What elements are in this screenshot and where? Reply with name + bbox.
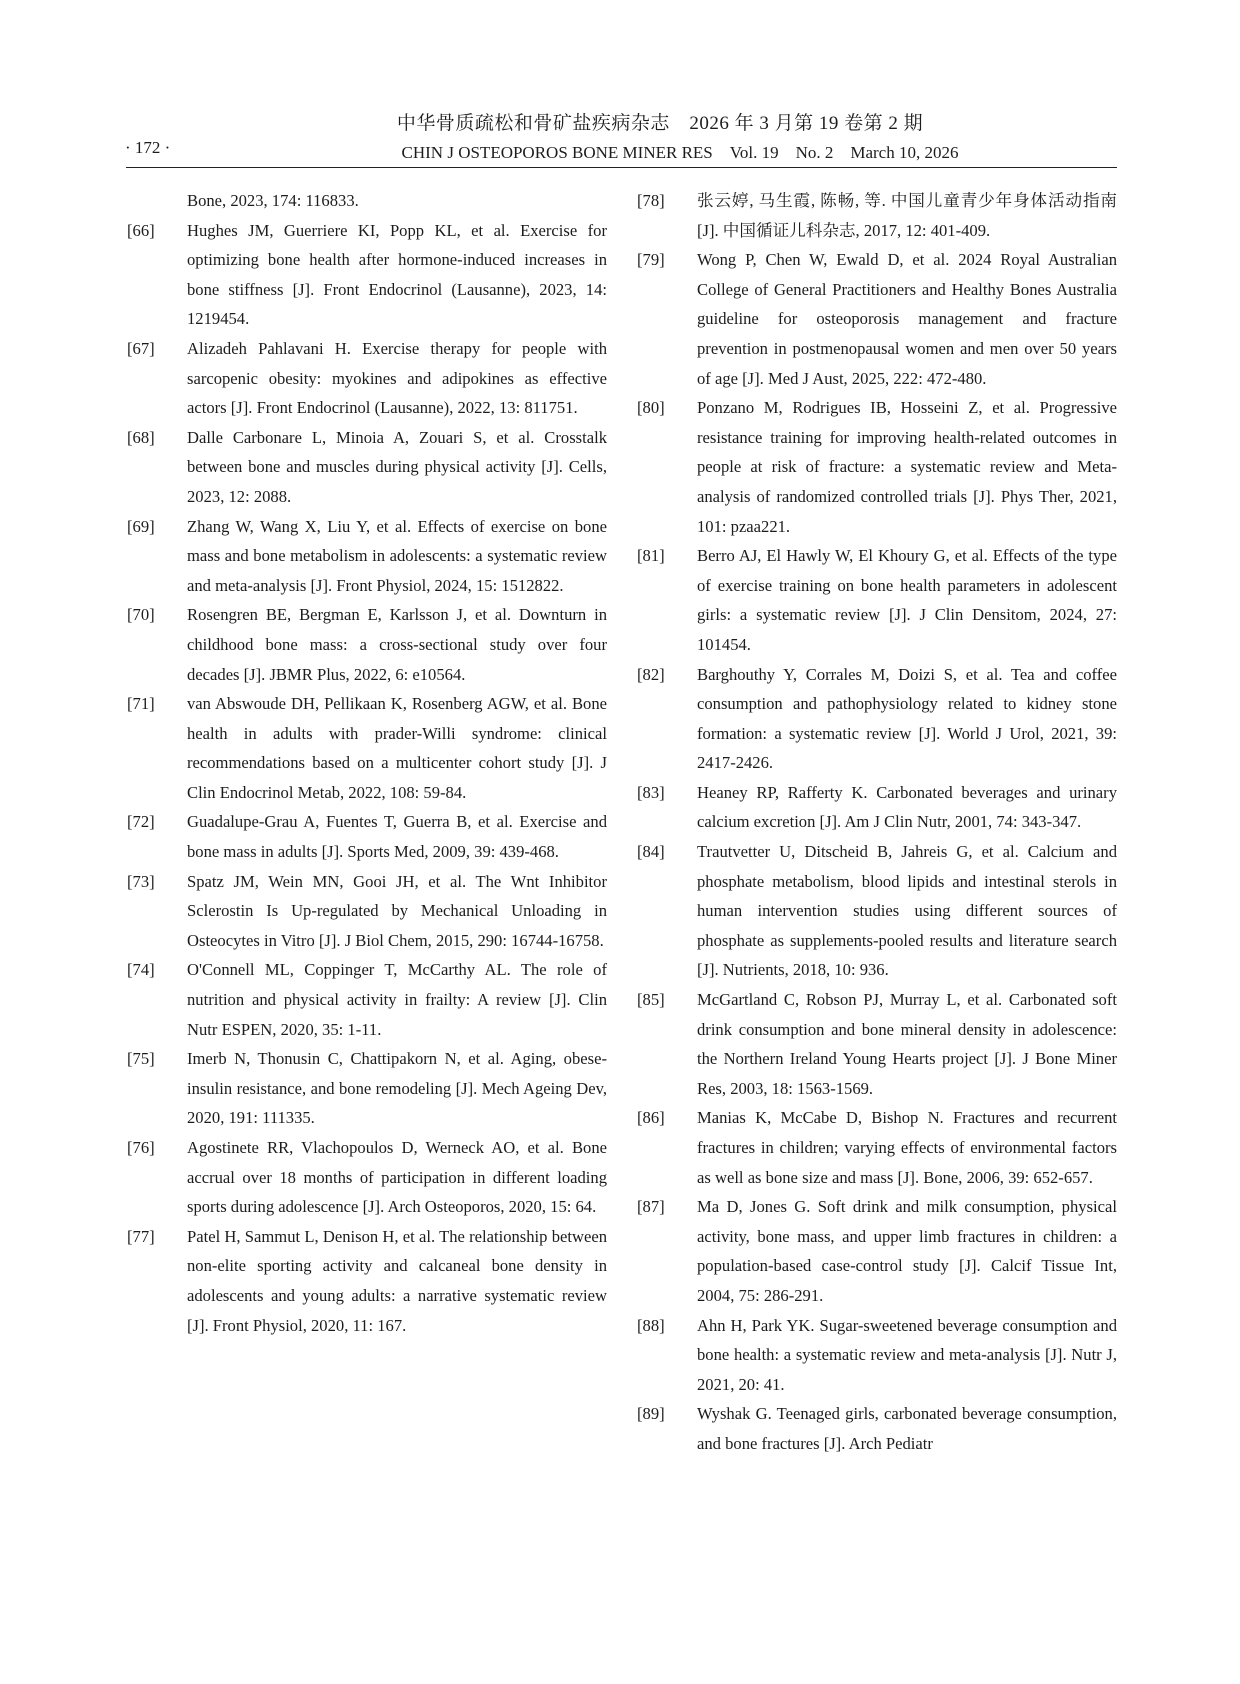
reference-text: Rosengren BE, Bergman E, Karlsson J, et al. Downturn in childhood bone mass: a cross-sectional study over four decades [J]. JBMR Plus, 2022, 6: e10564. <box>187 605 607 684</box>
page-number: · 172 · <box>125 138 171 157</box>
reference-text: Manias K, McCabe D, Bishop N. Fractures and recurrent fractures in children; varying effects of environmental factors as well as bone size and mass [J]. Bone, 2006, 39: 652-657. <box>697 1108 1117 1187</box>
reference-entry <box>126 689 607 807</box>
reference-number: [73] <box>127 871 155 891</box>
reference-text: Ma D, Jones G. Soft drink and milk consumption, physical activity, bone mass, and upper limb fractures in children: a population-based case-control study [J]. Calcif Tissue Int, 2004, 75: 286-291. <box>697 1197 1117 1305</box>
reference-entry <box>636 541 1117 659</box>
reference-entry <box>636 245 1117 393</box>
reference-text: Berro AJ, El Hawly W, El Khoury G, et al. Effects of the type of exercise training on bone health parameters in adolescent girls: a systematic review [J]. J Clin Densitom, 2024, 27: 101454. <box>697 546 1117 654</box>
reference-text: Spatz JM, Wein MN, Gooi JH, et al. The Wnt Inhibitor Sclerostin Is Up-regulated by Mechanical Unloading in Osteocytes in Vitro [J]. J Biol Chem, 2015, 290: 16744-16758. <box>187 871 607 950</box>
journal-title-en-text: CHIN J OSTEOPOROS BONE MINER RES Vol. 19 No. 2 March 10, 2026 <box>401 143 959 162</box>
reference-number: [89] <box>637 1404 665 1424</box>
reference-entry <box>126 334 607 423</box>
reference-column-left <box>126 186 607 1340</box>
reference-number: [74] <box>127 960 155 980</box>
reference-number: [68] <box>127 427 155 447</box>
reference-number: [66] <box>127 220 155 240</box>
reference-number: [84] <box>637 842 665 862</box>
reference-number: [69] <box>127 516 155 536</box>
reference-number: [71] <box>127 694 155 714</box>
reference-text: Heaney RP, Rafferty K. Carbonated beverages and urinary calcium excretion [J]. Am J Clin Nutr, 2001, 74: 343-347. <box>697 782 1117 832</box>
reference-entry <box>126 1133 607 1222</box>
reference-number: [80] <box>637 398 665 418</box>
reference-number: [87] <box>637 1197 665 1217</box>
journal-title-cn-text: 中华骨质疏松和骨矿盐疾病杂志 2026 年 3 月第 19 卷第 2 期 <box>396 113 924 134</box>
reference-entry <box>126 423 607 512</box>
reference-number: [81] <box>637 546 665 566</box>
reference-entry <box>636 186 1117 245</box>
journal-title-cn <box>0 108 1240 135</box>
reference-number: [75] <box>127 1049 155 1069</box>
reference-text: McGartland C, Robson PJ, Murray L, et al. Carbonated soft drink consumption and bone mineral density in adolescence: the Northern Ireland Young Hearts project [J]. J Bone Miner Res, 2003, 18: 1563-1569. <box>697 990 1117 1098</box>
reference-entry <box>636 1103 1117 1192</box>
reference-text: van Abswoude DH, Pellikaan K, Rosenberg AGW, et al. Bone health in adults with prader-Willi syndrome: clinical recommendations based on a multicenter cohort study [J]. J Clin Endocrinol Metab, 2022, 108: 59-84. <box>187 694 607 802</box>
reference-entry <box>636 778 1117 837</box>
reference-text: Patel H, Sammut L, Denison H, et al. The relationship between non-elite sporting activity and calcaneal bone density in adolescents and young adults: a narrative systematic review [J]. Front Physiol, 2020, 11: 167. <box>187 1226 607 1335</box>
reference-entry <box>126 216 607 334</box>
reference-text: Agostinete RR, Vlachopoulos D, Werneck AO, et al. Bone accrual over 18 months of participation in different loading sports during adolescence [J]. Arch Osteoporos, 2020, 15: 64. <box>187 1138 607 1217</box>
reference-text: Trautvetter U, Ditscheid B, Jahreis G, et al. Calcium and phosphate metabolism, blood lipids and intestinal sterols in human intervention studies using different sources of phosphate as supplements-pooled results and literature search [J]. Nutrients, 2018, 10: 936. <box>697 842 1117 980</box>
reference-text: Wyshak G. Teenaged girls, carbonated beverage consumption, and bone fractures [J]. Arch Pediatr <box>697 1404 1117 1453</box>
reference-text: Guadalupe-Grau A, Fuentes T, Guerra B, et al. Exercise and bone mass in adults [J]. Sports Med, 2009, 39: 439-468. <box>187 812 607 862</box>
reference-text: O'Connell ML, Coppinger T, McCarthy AL. The role of nutrition and physical activity in frailty: A review [J]. Clin Nutr ESPEN, 2020, 35: 1-11. <box>187 960 607 1039</box>
reference-entry <box>126 867 607 956</box>
reference-entry <box>636 1192 1117 1310</box>
reference-text: Bone, 2023, 174: 116833. <box>187 191 359 210</box>
reference-entry <box>636 1311 1117 1400</box>
reference-number: [78] <box>637 191 665 210</box>
reference-text: Hughes JM, Guerriere KI, Popp KL, et al. Exercise for optimizing bone health after hormone-induced increases in bone stiffness [J]. Front Endocrinol (Lausanne), 2023, 14: 1219454. <box>187 220 607 329</box>
reference-entry <box>126 600 607 689</box>
reference-entry <box>636 837 1117 985</box>
reference-number: [86] <box>637 1108 665 1128</box>
reference-number: [85] <box>637 990 665 1010</box>
reference-number: [83] <box>637 782 665 802</box>
reference-text: Imerb N, Thonusin C, Chattipakorn N, et al. Aging, obese-insulin resistance, and bone remodeling [J]. Mech Ageing Dev, 2020, 191: 111335. <box>187 1049 607 1128</box>
reference-text: Wong P, Chen W, Ewald D, et al. 2024 Royal Australian College of General Practitioners and Healthy Bones Australia guideline for osteoporosis management and fracture prevention in postmenopausal women and men over 50 years of age [J]. Med J Aust, 2025, 222: 472-480. <box>697 250 1117 388</box>
reference-entry <box>126 1044 607 1133</box>
reference-column-right <box>636 186 1117 1459</box>
reference-number: [88] <box>637 1315 665 1335</box>
reference-entry <box>126 512 607 601</box>
reference-number: [70] <box>127 605 155 625</box>
reference-text: Barghouthy Y, Corrales M, Doizi S, et al. Tea and coffee consumption and pathophysiology related to kidney stone formation: a systematic review [J]. World J Urol, 2021, 39: 2417-2426. <box>697 664 1117 773</box>
reference-text: Ponzano M, Rodrigues IB, Hosseini Z, et al. Progressive resistance training for improving health-related outcomes in people at risk of fracture: a systematic review and Meta-analysis of randomized controlled trials [J]. Phys Ther, 2021, 101: pzaa221. <box>697 398 1117 536</box>
reference-number: [79] <box>637 250 665 270</box>
reference-number: [67] <box>127 338 155 358</box>
header-rule <box>126 167 1117 168</box>
reference-entry <box>636 1399 1117 1458</box>
reference-entry <box>126 807 607 866</box>
reference-text: 张云婷, 马生霞, 陈畅, 等. 中国儿童青少年身体活动指南 [J]. 中国循证儿科杂志, 2017, 12: 401-409. <box>697 191 1117 240</box>
journal-title-en <box>0 138 1240 163</box>
reference-number: [77] <box>127 1226 155 1246</box>
reference-text: Zhang W, Wang X, Liu Y, et al. Effects of exercise on bone mass and bone metabolism in adolescents: a systematic review and meta-analysis [J]. Front Physiol, 2024, 15: 1512822. <box>187 516 607 595</box>
reference-entry <box>126 186 607 216</box>
reference-text: Alizadeh Pahlavani H. Exercise therapy for people with sarcopenic obesity: myokines and adipokines as effective actors [J]. Front Endocrinol (Lausanne), 2022, 13: 811751. <box>187 338 607 418</box>
reference-entry <box>636 660 1117 778</box>
reference-entry <box>636 985 1117 1103</box>
reference-text: Dalle Carbonare L, Minoia A, Zouari S, et al. Crosstalk between bone and muscles during physical activity [J]. Cells, 2023, 12: 2088. <box>187 427 607 506</box>
reference-entry <box>126 1222 607 1340</box>
reference-number: [72] <box>127 812 155 832</box>
reference-entry <box>636 393 1117 541</box>
reference-number: [82] <box>637 664 665 684</box>
reference-text: Ahn H, Park YK. Sugar-sweetened beverage consumption and bone health: a systematic review and meta-analysis [J]. Nutr J, 2021, 20: 41. <box>697 1315 1117 1394</box>
reference-number: [76] <box>127 1138 155 1157</box>
reference-entry <box>126 955 607 1044</box>
